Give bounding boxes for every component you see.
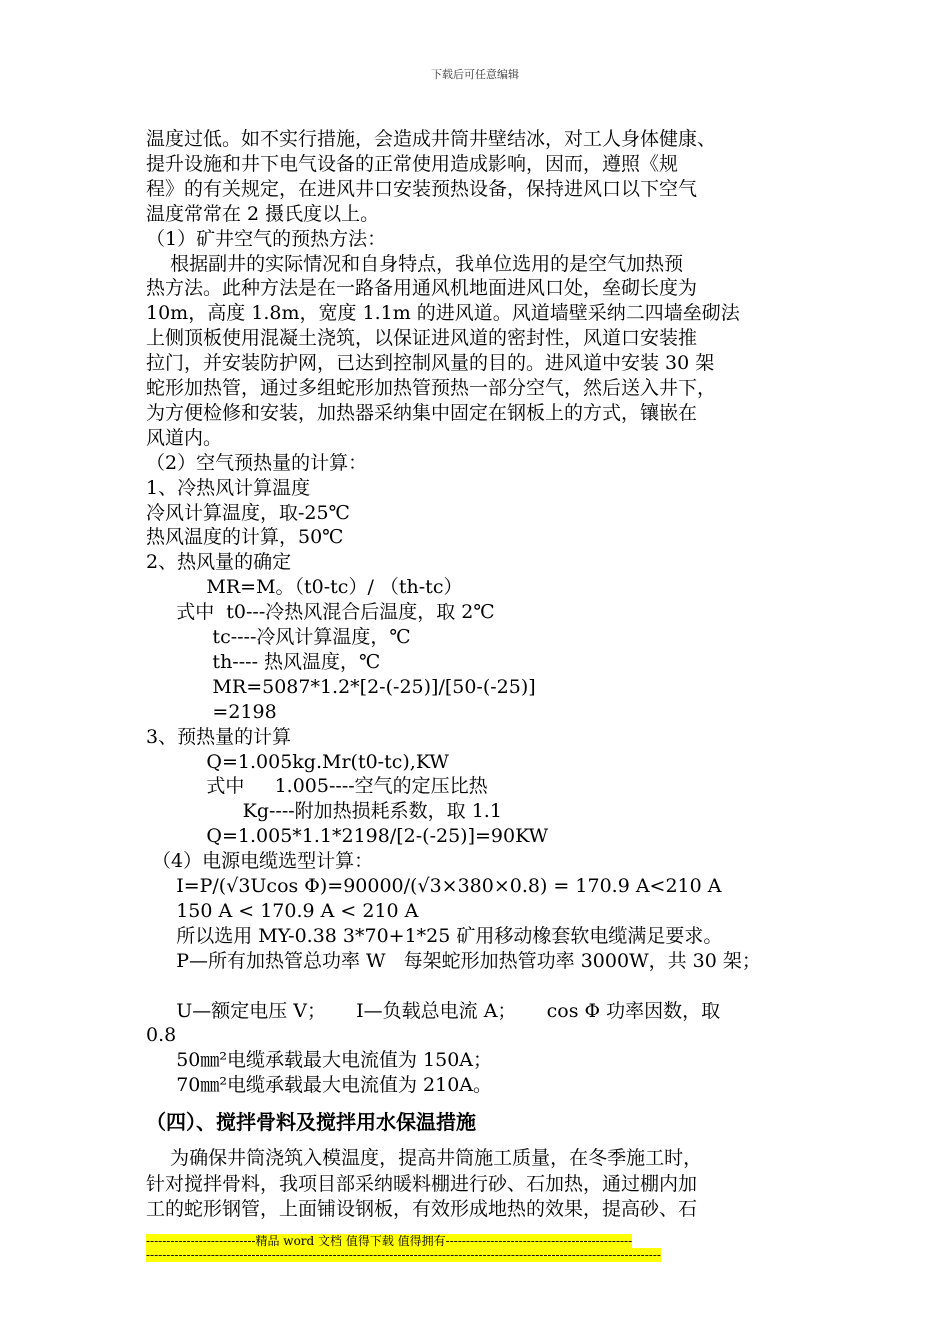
section-text-line: 为确保井筒浇筑入模温度，提高井筒施工质量，在冬季施工时，	[146, 1147, 703, 1169]
text-line: Kg----附加热损耗系数，取 1.1	[146, 800, 502, 823]
footer-rule	[146, 1248, 742, 1262]
text-line: 50㎜²电缆承载最大电流值为 150A；	[146, 1049, 493, 1072]
footer-banner	[146, 1232, 742, 1249]
text-line: 蛇形加热管，通过多组蛇形加热管预热一部分空气，然后送入井下，	[146, 377, 717, 399]
text-line: 为方便检修和安装，加热器采纳集中固定在钢板上的方式，镶嵌在	[146, 401, 698, 424]
page-header: 下载后可任意编辑	[431, 68, 519, 81]
text-line: 根据副井的实际情况和自身特点，我单位选用的是空气加热预	[146, 252, 684, 275]
text-line: 150 A < 170.9 A < 210 A	[146, 899, 419, 922]
text-line: 提升设施和井下电气设备的正常使用造成影响，因而，遵照《规	[146, 152, 679, 175]
text-line: 式中 1.005----空气的定压比热	[146, 775, 488, 798]
text-line: （1）矿井空气的预热方法：	[146, 227, 387, 250]
section-heading: （四）、搅拌骨料及搅拌用水保温措施	[146, 1110, 476, 1134]
text-line: MR=5087*1.2*[2-(-25)]/[50-(-25)]	[146, 675, 536, 698]
text-line: 10m，高度 1.8m，宽度 1.1m 的进风道。风道墙壁采纳二四墙垒砌法	[146, 302, 740, 325]
text-line: tc----冷风计算温度，℃	[146, 626, 411, 648]
text-line: （2）空气预热量的计算：	[146, 451, 368, 474]
text-line: MR=M。（t0-tc）/ （th-tc）	[146, 576, 463, 599]
text-line: （4）电源电缆选型计算：	[146, 850, 374, 873]
text-line: 温度常常在 2 摄氏度以上。	[146, 202, 380, 225]
text-line: 拉门，并安装防护网，已达到控制风量的目的。进风道中安装 30 架	[146, 352, 715, 375]
text-line: P—所有加热管总功率 W 每架蛇形加热管功率 3000W，共 30 架；	[146, 949, 761, 972]
text-line: 2、热风量的确定	[146, 551, 292, 574]
text-line: 上侧顶板使用混凝土浇筑，以保证进风道的密封性，风道口安装推	[146, 327, 698, 350]
text-line: 热风温度的计算，50℃	[146, 526, 344, 549]
section-text-line: 工的蛇形钢管，上面铺设钢板，有效形成地热的效果，提高砂、石	[146, 1198, 698, 1220]
text-line: 风道内。	[146, 426, 223, 449]
text-line: 热方法。此种方法是在一路备用通风机地面进风口处，垒砌长度为	[146, 277, 698, 300]
text-line: U—额定电压 V； I—负载总电流 A； cos Φ 功率因数，取	[146, 999, 721, 1022]
text-line: =2198	[146, 700, 277, 723]
text-line: 所以选用 MY-0.38 3*70+1*25 矿用移动橡套软电缆满足要求。	[146, 924, 723, 947]
text-line: 式中 t0---冷热风混合后温度，取 2℃	[146, 601, 495, 624]
text-line: Q=1.005*1.1*2198/[2-(-25)]=90KW	[146, 825, 549, 848]
text-line: 1、冷热风计算温度	[146, 476, 311, 499]
text-line: th---- 热风温度，℃	[146, 650, 381, 673]
text-line: 3、预热量的计算	[146, 725, 292, 748]
text-line: 冷风计算温度，取-25℃	[146, 501, 350, 524]
text-line: I=P/(√3Ucos Φ)=90000/(√3×380×0.8) = 170.9 A<210 A	[146, 875, 722, 897]
section-text-line: 针对搅拌骨料，我项目部采纳暖料棚进行砂、石加热，通过棚内加	[146, 1172, 698, 1195]
text-line: Q=1.005kg.Mr(t0-tc),KW	[146, 750, 449, 773]
footer-line-1: ---------------------------精品 word 文档 值得下载 值得拥有----------------------------------------------	[146, 1234, 633, 1248]
text-line: 温度过低。如不实行措施，会造成井筒井壁结冰，对工人身体健康、	[146, 128, 717, 150]
text-line: 70㎜²电缆承载最大电流值为 210A。	[146, 1074, 493, 1097]
text-line: 程》的有关规定，在进风井口安装预热设备，保持进风口以下空气	[146, 177, 698, 200]
text-line: 0.8	[146, 1024, 177, 1047]
footer-line-2: -------------------------------------------------------------------------------------------------------------------------------	[146, 1248, 661, 1262]
